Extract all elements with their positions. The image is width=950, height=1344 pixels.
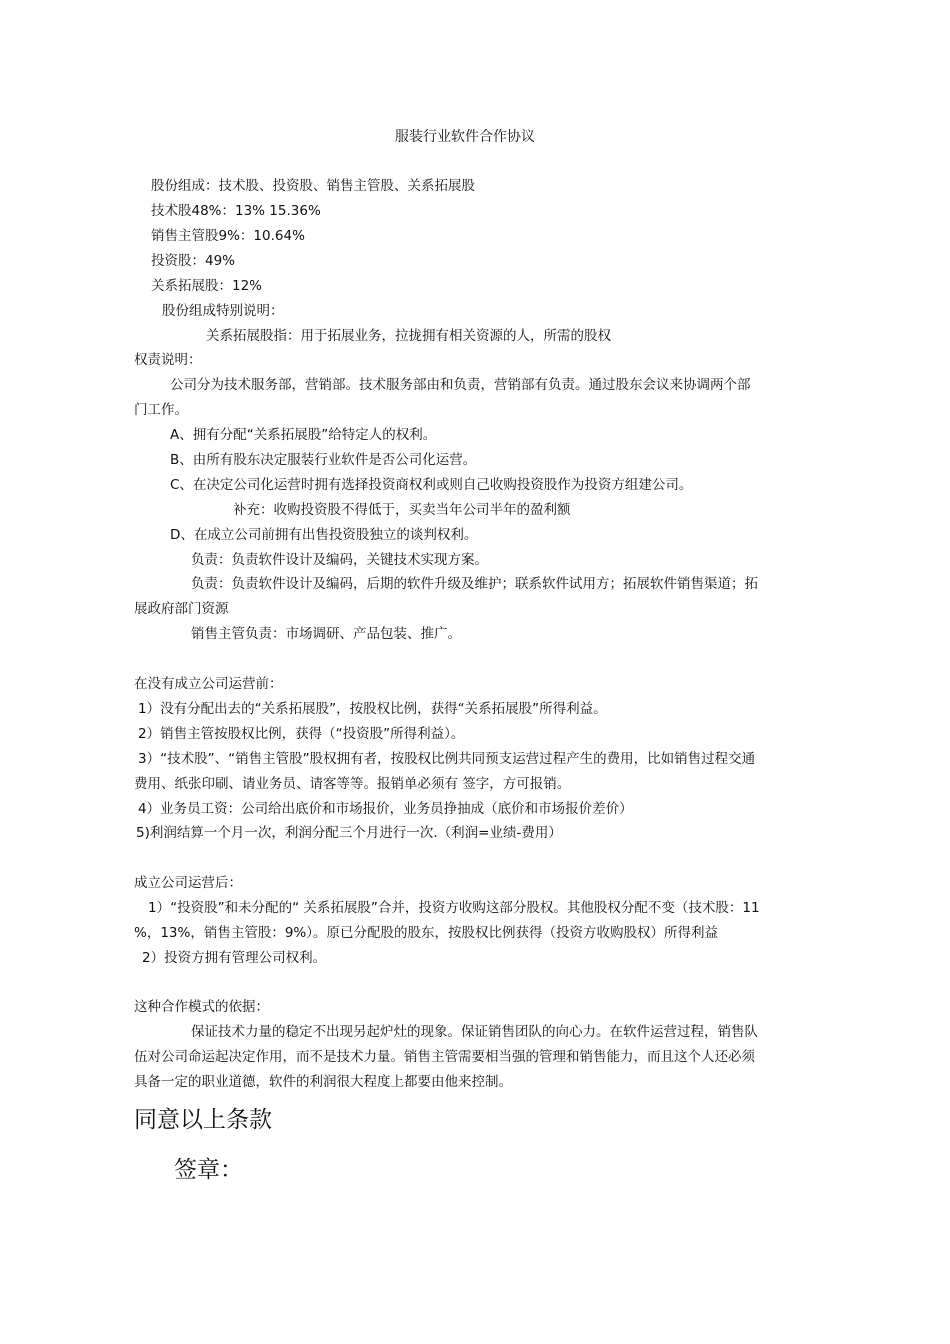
document-title: 服装行业软件合作协议 xyxy=(395,129,535,145)
basis-heading: 这种合作模式的依据： xyxy=(134,999,269,1015)
rights-intro-line1: 公司分为技术服务部，营销部。技术服务部由和负责，营销部有负责。通过股东会议来协调两个部 xyxy=(170,377,751,393)
rights-resp-1: 负责：负责软件设计及编码，关键技术实现方案。 xyxy=(191,552,488,568)
before-item-1: 1）没有分配出去的“关系拓展股”，按股权比例，获得“关系拓展股”所得利益。 xyxy=(138,701,607,717)
rights-item-c: C、在决定公司化运营时拥有选择投资商权利或则自己收购投资股作为投资方组建公司。 xyxy=(170,477,693,493)
after-item-2: 2）投资方拥有管理公司权利。 xyxy=(142,950,327,966)
rights-item-d: D、在成立公司前拥有出售投资股独立的谈判权利。 xyxy=(170,527,478,543)
rights-resp-2-line1: 负责：负责软件设计及编码，后期的软件升级及维护；联系软件试用方；拓展软件销售渠道；拓 xyxy=(191,576,758,592)
after-item-1-line2: %，13%，销售主管股：9%）。原已分配股的股东，按股权比例获得（投资方收购股权）所得利益 xyxy=(134,925,718,941)
before-item-4: 4）业务员工资：公司给出底价和市场报价，业务员挣抽成（底价和市场报价差价） xyxy=(138,801,633,817)
basis-line-3: 具备一定的职业道德，软件的利润很大程度上都要由他来控制。 xyxy=(134,1074,512,1090)
before-item-3-line1: 3）“技术股”、“销售主管股”股权拥有者，按股权比例共同预支运营过程产生的费用，比如销售过程交通 xyxy=(138,751,756,767)
rights-resp-3: 销售主管负责：市场调研、产品包装、推广。 xyxy=(191,626,461,642)
shares-special-heading: 股份组成特别说明： xyxy=(162,303,284,319)
shares-relation: 关系拓展股：12% xyxy=(151,278,263,294)
basis-line-1: 保证技术力量的稳定不出现另起炉灶的现象。保证销售团队的向心力。在软件运营过程，销售队 xyxy=(191,1024,758,1040)
shares-invest: 投资股：49% xyxy=(151,253,236,269)
before-item-3-line2: 费用、纸张印刷、请业务员、请客等等。报销单必须有 签字，方可报销。 xyxy=(134,776,571,792)
rights-item-a: A、拥有分配“关系拓展股”给特定人的权利。 xyxy=(170,427,437,443)
after-heading: 成立公司运营后： xyxy=(134,875,242,891)
rights-intro-line2: 门工作。 xyxy=(134,402,188,418)
before-heading: 在没有成立公司运营前： xyxy=(134,676,283,692)
rights-supplement: 补充：收购投资股不得低于，买卖当年公司半年的盈利额 xyxy=(233,502,571,518)
rights-item-b: B、由所有股东决定服装行业软件是否公司化运营。 xyxy=(170,452,477,468)
shares-composition: 股份组成：技术股、投资股、销售主管股、关系拓展股 xyxy=(151,178,475,194)
signature-label: 签章： xyxy=(174,1157,243,1183)
basis-line-2: 伍对公司命运起决定作用，而不是技术力量。销售主管需要相当强的管理和销售能力，而且这个人还必须 xyxy=(134,1049,755,1065)
shares-sales: 销售主管股9%：10.64% xyxy=(151,228,305,244)
before-item-2: 2）销售主管按股权比例，获得（“投资股”所得利益）。 xyxy=(138,726,465,742)
rights-resp-2-line2: 展政府部门资源 xyxy=(134,601,229,617)
shares-special-text: 关系拓展股指：用于拓展业务，拉拢拥有相关资源的人，所需的股权 xyxy=(206,328,611,344)
agree-statement: 同意以上条款 xyxy=(134,1107,272,1133)
after-item-1-line1: 1）“投资股”和未分配的“ 关系拓展股”合并，投资方收购这部分股权。其他股权分配不变（技术股：11 xyxy=(148,900,760,916)
before-item-5: 5)利润结算一个月一次，利润分配三个月进行一次.（利润=业绩-费用） xyxy=(136,825,562,841)
shares-tech: 技术股48%：13% 15.36% xyxy=(151,203,321,219)
rights-heading: 权责说明： xyxy=(134,352,202,368)
